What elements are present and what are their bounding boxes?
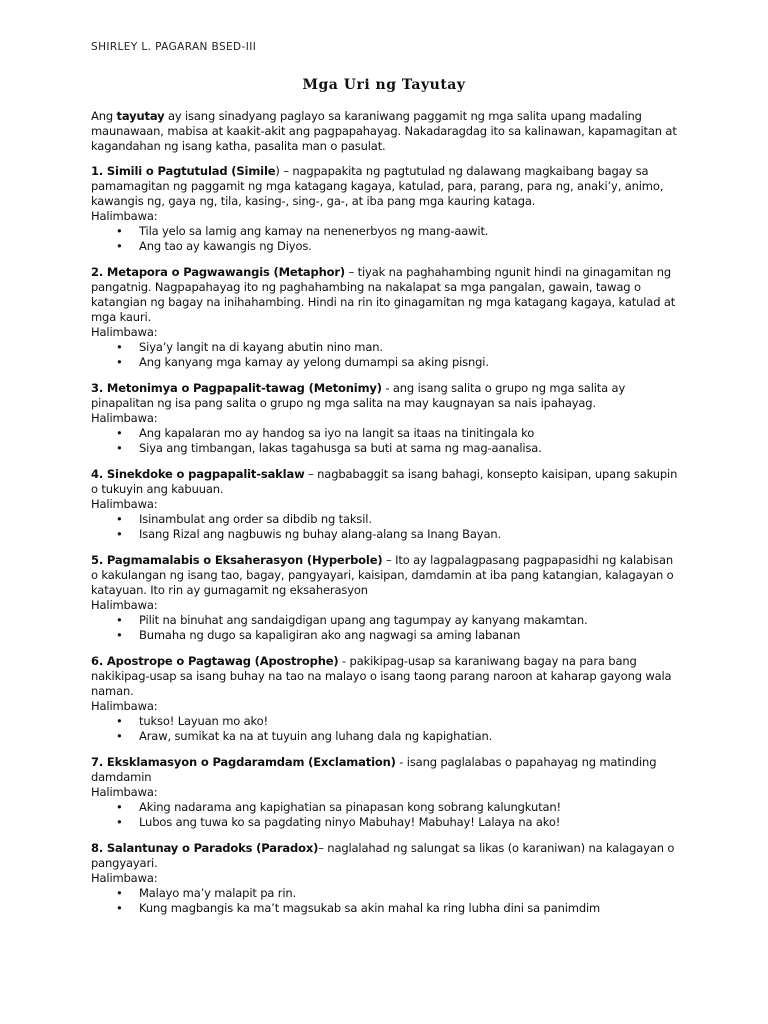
examples-label: Halimbawa: bbox=[91, 598, 158, 612]
section-heading: 8. Salantunay o Paradoks (Paradox) bbox=[91, 841, 319, 855]
example-item: • Ang kanyang mga kamay ay yelong dumampi sa aking pisngi. bbox=[139, 355, 683, 370]
intro-paragraph bbox=[91, 109, 683, 154]
section-definition-text: - ang isang salita o grupo ng mga salita ay pinapalitan ng isa pang salita o grupo ng mga salita na may kaugnayan sa nais ipahayag. bbox=[91, 381, 626, 410]
section-heading: 4. Sinekdoke o pagpapalit-saklaw bbox=[91, 467, 305, 481]
examples-list bbox=[91, 613, 683, 643]
section-definition bbox=[91, 553, 683, 598]
section-metapora bbox=[91, 265, 683, 370]
section-definition bbox=[91, 164, 683, 209]
example-item: • Kung magbangis ka ma’t magsukab sa akin mahal ka ring lubha dini sa panimdim bbox=[139, 901, 683, 916]
examples-list bbox=[91, 800, 683, 830]
section-heading: 1. Simili o Pagtutulad (Simile bbox=[91, 164, 276, 178]
section-simili bbox=[91, 164, 683, 254]
example-item: • Ang kapalaran mo ay handog sa iyo na langit sa itaas na tinitingala ko bbox=[139, 426, 683, 441]
example-item: • Araw, sumikat ka na at tuyuin ang luhang dala ng kapighatian. bbox=[139, 729, 683, 744]
section-definition bbox=[91, 467, 683, 497]
section-definition-text: - isang paglalabas o papahayag ng matinding damdamin bbox=[91, 755, 657, 784]
section-heading: 7. Eksklamasyon o Pagdaramdam (Exclamation) bbox=[91, 755, 396, 769]
section-apostrope bbox=[91, 654, 683, 744]
example-item: • Malayo ma’y malapit pa rin. bbox=[139, 886, 683, 901]
examples-label: Halimbawa: bbox=[91, 699, 158, 713]
section-heading: 2. Metapora o Pagwawangis (Metaphor) bbox=[91, 265, 346, 279]
example-item: • Lubos ang tuwa ko sa pagdating ninyo Mabuhay! Mabuhay! Lalaya na ako! bbox=[139, 815, 683, 830]
section-definition-text: - pakikipag-usap sa karaniwang bagay na para bang nakikipag-usap sa isang buhay na tao na malayo o isang taong parang naroon at kaharap gayong wala naman. bbox=[91, 654, 672, 698]
section-eksklamasyon bbox=[91, 755, 683, 830]
section-metonimya bbox=[91, 381, 683, 456]
intro-text-before: Ang bbox=[91, 109, 117, 123]
intro-text-after: ay isang sinadyang paglayo sa karaniwang paggamit ng mga salita upang madaling maunawaan, mabisa at kaakit-akit ang pagpapahayag. Nakadaragdag ito sa kalinawan, kapamagitan at kagandahan ng isang katha, pasalita man o pasulat. bbox=[91, 109, 677, 153]
examples-list bbox=[91, 512, 683, 542]
example-item: • Ang tao ay kawangis ng Diyos. bbox=[139, 239, 683, 254]
examples-list bbox=[91, 224, 683, 254]
document-title: Mga Uri ng Tayutay bbox=[302, 77, 466, 93]
section-definition bbox=[91, 265, 683, 325]
example-item: • Tila yelo sa lamig ang kamay na nenenerbyos ng mang-aawit. bbox=[139, 224, 683, 239]
example-item: • Aking nadarama ang kapighatian sa pinapasan kong sobrang kalungkutan! bbox=[139, 800, 683, 815]
example-item: • Siya’y langit na di kayang abutin nino man. bbox=[139, 340, 683, 355]
document-body bbox=[91, 109, 683, 927]
section-sinekdoke bbox=[91, 467, 683, 542]
section-heading: 5. Pagmamalabis o Eksaherasyon (Hyperbole) bbox=[91, 553, 383, 567]
example-item: • Bumaha ng dugo sa kapaligiran ako ang nagwagi sa aming labanan bbox=[139, 628, 683, 643]
section-salantunay bbox=[91, 841, 683, 916]
intro-keyword: tayutay bbox=[116, 109, 165, 123]
section-heading: 3. Metonimya o Pagpapalit-tawag (Metonimy) bbox=[91, 381, 382, 395]
section-definition-text: – tiyak na paghahambing ngunit hindi na ginagamitan ng pangatnig. Nagpapahayag ito ng paghahambing na nakalapat sa mga pangalan, gawain, tawag o katangian ng bagay na inihahambing. Hindi na rin ito ginagamitan ng mga katagang kagaya, katulad at mga kauri. bbox=[91, 265, 676, 324]
example-item: • Siya ang timbangan, lakas tagahusga sa buti at sama ng mag-aanalisa. bbox=[139, 441, 683, 456]
section-definition-text: – Ito ay lagpalagpasang pagpapasidhi ng kalabisan o kakulangan ng isang tao, bagay, pangyayari, kaisipan, damdamin at iba pang katangian, kalagayan o katayuan. Ito rin ay gumagamit ng eksaherasyon bbox=[91, 553, 674, 597]
examples-list bbox=[91, 886, 683, 916]
examples-list bbox=[91, 340, 683, 370]
section-definition bbox=[91, 654, 683, 699]
examples-label: Halimbawa: bbox=[91, 209, 158, 223]
examples-label: Halimbawa: bbox=[91, 497, 158, 511]
author-header: SHIRLEY L. PAGARAN BSED-III bbox=[91, 41, 257, 53]
examples-label: Halimbawa: bbox=[91, 411, 158, 425]
section-definition bbox=[91, 755, 683, 785]
section-definition-text: – nagbabaggit sa isang bahagi, konsepto kaisipan, upang sakupin o tukuyin ang kabuuan. bbox=[91, 467, 678, 496]
examples-list bbox=[91, 714, 683, 744]
example-item: • tukso! Layuan mo ako! bbox=[139, 714, 683, 729]
example-item: • Isang Rizal ang nagbuwis ng buhay alang-alang sa Inang Bayan. bbox=[139, 527, 683, 542]
section-definition-text: – naglalahad ng salungat sa likas (o karaniwan) na kalagayan o pangyayari. bbox=[91, 841, 675, 870]
examples-label: Halimbawa: bbox=[91, 785, 158, 799]
examples-list bbox=[91, 426, 683, 456]
section-definition bbox=[91, 381, 683, 411]
section-heading: 6. Apostrope o Pagtawag (Apostrophe) bbox=[91, 654, 339, 668]
examples-label: Halimbawa: bbox=[91, 325, 158, 339]
section-pagmamalabis bbox=[91, 553, 683, 643]
section-definition-text: ) – nagpapakita ng pagtutulad ng dalawang magkaibang bagay sa pamamagitan ng paggamit ng mga katagang kagaya, katulad, para, parang, para ng, anaki’y, animo, kawangis ng, gaya ng, tila, kasing-, sing-, ga-, at iba pang mga kauring kataga. bbox=[91, 164, 664, 208]
example-item: • Isinambulat ang order sa dibdib ng taksil. bbox=[139, 512, 683, 527]
example-item: • Pilit na binuhat ang sandaigdigan upang ang tagumpay ay kanyang makamtan. bbox=[139, 613, 683, 628]
section-definition bbox=[91, 841, 683, 871]
examples-label: Halimbawa: bbox=[91, 871, 158, 885]
